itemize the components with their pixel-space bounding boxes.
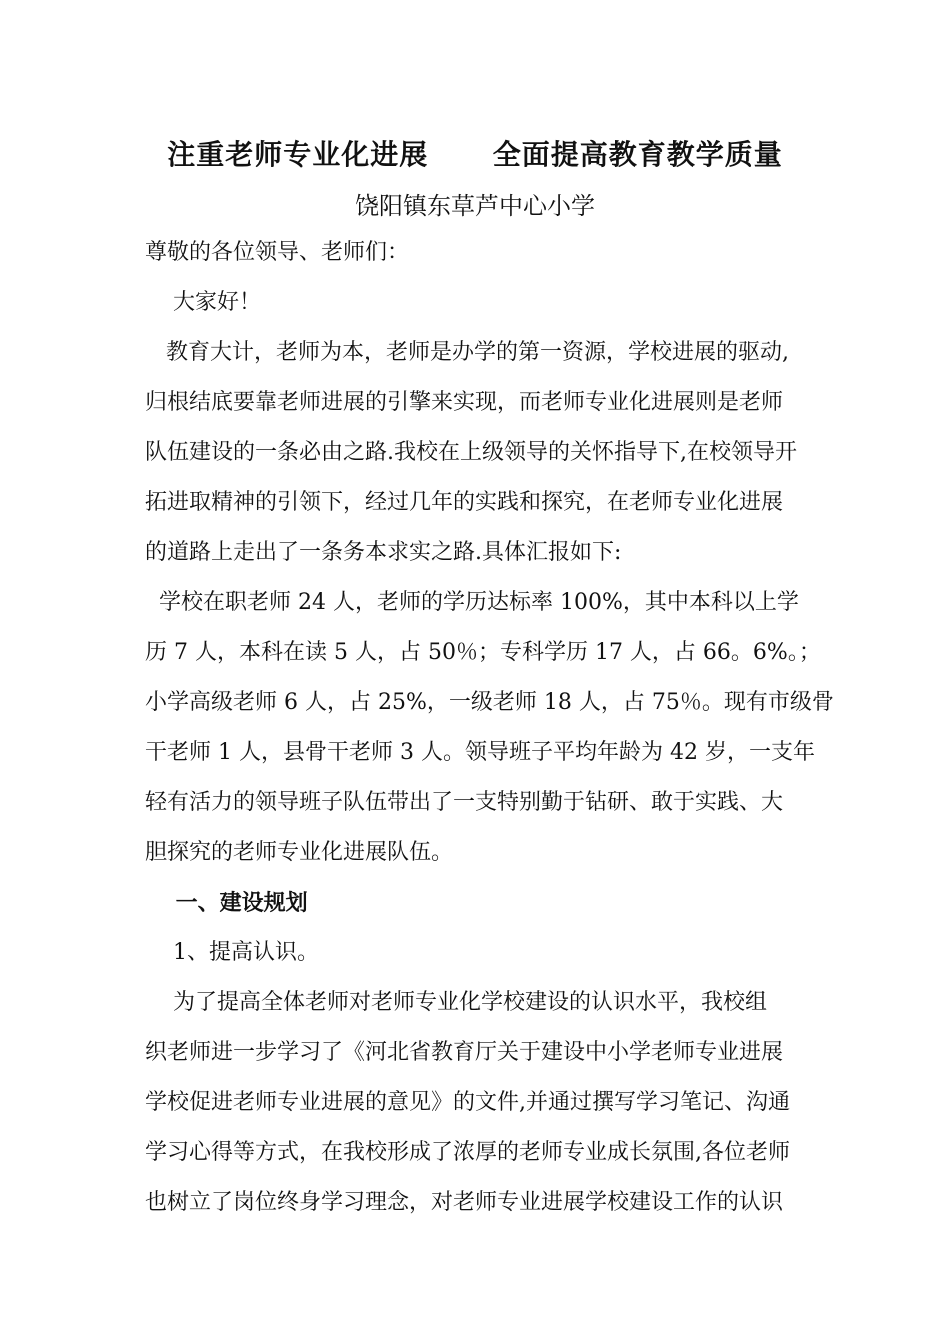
paragraph-line: 学校促进老师专业进展的意见》的文件,并通过撰写学习笔记、沟通 [145, 1090, 790, 1115]
paragraph-line: 教育大计，老师为本，老师是办学的第一资源，学校进展的驱动, [145, 340, 789, 365]
greeting: 大家好！ [145, 290, 261, 315]
section-heading: 一、建设规划 [145, 890, 308, 916]
salutation: 尊敬的各位领导、老师们： [145, 240, 410, 265]
document-title: 注重老师专业化进展 全面提高教育教学质量 [167, 138, 783, 171]
paragraph-line: 小学高级老师 6 人，占 25%，一级老师 18 人，占 75％。现有市级骨 [145, 690, 834, 715]
paragraph-line: 干老师 1 人，县骨干老师 3 人。领导班子平均年龄为 42 岁，一支年 [145, 740, 815, 765]
paragraph-line: 也树立了岗位终身学习理念，对老师专业进展学校建设工作的认识 [145, 1190, 784, 1215]
paragraph-line: 轻有活力的领导班子队伍带出了一支特别勤于钻研、敢于实践、大 [145, 790, 784, 815]
paragraph-line: 胆探究的老师专业化进展队伍。 [145, 840, 454, 865]
paragraph-line: 队伍建设的一条必由之路.我校在上级领导的关怀指导下,在校领导开 [145, 440, 797, 465]
paragraph-line: 拓进取精神的引领下，经过几年的实践和探究，在老师专业化进展 [145, 490, 784, 515]
paragraph-line: 归根结底要靠老师进展的引擎来实现，而老师专业化进展则是老师 [145, 390, 784, 415]
paragraph-line: 的道路上走出了一条务本求实之路.具体汇报如下: [145, 540, 622, 565]
subsection-heading: 1、提高认识。 [145, 940, 319, 965]
paragraph-line: 织老师进一步学习了《河北省教育厅关于建设中小学老师专业进展 [145, 1040, 784, 1065]
paragraph-line: 学习心得等方式，在我校形成了浓厚的老师专业成长氛围,各位老师 [145, 1140, 790, 1165]
paragraph-line: 学校在职老师 24 人，老师的学历达标率 100%，其中本科以上学 [145, 590, 799, 615]
paragraph-line: 为了提高全体老师对老师专业化学校建设的认识水平，我校组 [145, 990, 767, 1015]
paragraph-line: 历 7 人，本科在读 5 人，占 50％；专科学历 17 人，占 66。6%。； [145, 640, 821, 665]
document-subtitle: 饶阳镇东草芦中心小学 [355, 192, 595, 220]
